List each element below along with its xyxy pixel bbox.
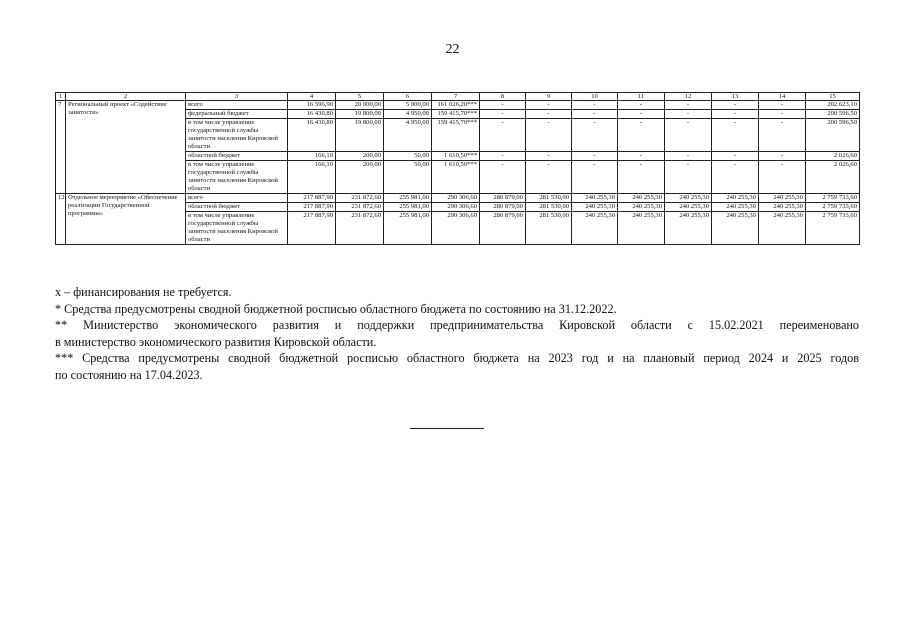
amount-cell: - [665, 101, 712, 110]
amount-cell: 200 596,50 [806, 110, 860, 119]
amount-cell: 202 623,10 [806, 101, 860, 110]
page-number: 22 [445, 42, 460, 57]
footnotes [55, 284, 859, 383]
amount-cell: - [572, 119, 618, 152]
amount-cell: 200,00 [336, 161, 384, 194]
amount-cell: 2 026,60 [806, 152, 860, 161]
funding-source: в том числе управление государственной службы занятости населения Кировской области [186, 119, 288, 152]
amount-cell: - [480, 110, 526, 119]
amount-cell: 217 887,90 [288, 212, 336, 245]
amount-cell: 159 415,70*** [432, 119, 480, 152]
amount-cell: 290 306,60 [432, 194, 480, 203]
amount-cell: 1 610,50*** [432, 152, 480, 161]
table-header-row [56, 93, 860, 101]
table-row [56, 101, 860, 110]
header-cell: 7 [432, 93, 480, 101]
amount-cell: - [618, 110, 665, 119]
amount-cell: - [759, 110, 806, 119]
amount-cell: - [665, 110, 712, 119]
amount-cell: - [526, 119, 572, 152]
amount-cell: 281 530,00 [526, 203, 572, 212]
header-cell: 4 [288, 93, 336, 101]
amount-cell: 166,10 [288, 161, 336, 194]
amount-cell: 240 255,30 [759, 203, 806, 212]
amount-cell: - [526, 152, 572, 161]
amount-cell: 281 530,00 [526, 212, 572, 245]
amount-cell: - [572, 110, 618, 119]
row-index: 7 [56, 101, 66, 194]
amount-cell: 217 887,90 [288, 194, 336, 203]
amount-cell: 240 255,30 [712, 203, 759, 212]
program-name: Региональный проект «Содействие занятости» [66, 101, 186, 194]
amount-cell: 200 596,50 [806, 119, 860, 152]
financing-table [55, 92, 860, 245]
amount-cell: 50,00 [384, 161, 432, 194]
amount-cell: 159 415,70*** [432, 110, 480, 119]
amount-cell: - [759, 101, 806, 110]
note-2-line-2: в министерство экономического развития Кировской области. [55, 334, 377, 349]
table-body [56, 93, 860, 245]
funding-source: в том числе управление государственной службы занятости населения Кировской области [186, 212, 288, 245]
amount-cell: - [665, 152, 712, 161]
amount-cell: 2 759 733,60 [806, 194, 860, 203]
header-cell: 11 [618, 93, 665, 101]
amount-cell: 16 430,80 [288, 119, 336, 152]
amount-cell: 231 872,60 [336, 194, 384, 203]
amount-cell: - [618, 119, 665, 152]
amount-cell: 255 981,00 [384, 194, 432, 203]
amount-cell: 166,10 [288, 152, 336, 161]
amount-cell: 240 255,30 [618, 212, 665, 245]
amount-cell: 240 255,30 [665, 203, 712, 212]
amount-cell: 280 879,00 [480, 212, 526, 245]
amount-cell: 280 879,00 [480, 203, 526, 212]
amount-cell: 1 610,50*** [432, 161, 480, 194]
amount-cell: 5 000,00 [384, 101, 432, 110]
amount-cell: 255 981,00 [384, 212, 432, 245]
amount-cell: - [480, 161, 526, 194]
amount-cell: - [480, 101, 526, 110]
note-3-line-1: *** Средства предусмотрены сводной бюджетной росписью областного бюджета на 2023 год и на плановый период 2024 и 2025 годов [55, 351, 859, 365]
amount-cell: - [572, 101, 618, 110]
amount-cell: - [618, 161, 665, 194]
amount-cell: - [712, 152, 759, 161]
amount-cell: 4 950,00 [384, 119, 432, 152]
header-cell: 9 [526, 93, 572, 101]
note-x: х – финансирования не требуется. [55, 285, 232, 299]
note-2-line-1: ** Министерство экономического развития и поддержки предпринимательства Кировской области с 15.02.2021 переименовано [55, 318, 859, 332]
amount-cell: - [572, 161, 618, 194]
amount-cell: - [759, 119, 806, 152]
amount-cell: 240 255,30 [665, 212, 712, 245]
amount-cell: 217 887,90 [288, 203, 336, 212]
note-1: * Средства предусмотрены сводной бюджетной росписью областного бюджета по состоянию на 31.12.2022. [55, 301, 617, 316]
amount-cell: 280 879,00 [480, 194, 526, 203]
row-index: 12 [56, 194, 66, 245]
amount-cell: 200,00 [336, 152, 384, 161]
end-divider [410, 428, 484, 429]
funding-source: федеральный бюджет [186, 110, 288, 119]
amount-cell: - [480, 152, 526, 161]
amount-cell: 240 255,30 [759, 212, 806, 245]
header-cell: 15 [806, 93, 860, 101]
funding-source: всего [186, 194, 288, 203]
amount-cell: - [712, 161, 759, 194]
funding-source: областной бюджет [186, 203, 288, 212]
amount-cell: - [618, 152, 665, 161]
header-cell: 8 [480, 93, 526, 101]
amount-cell: - [618, 101, 665, 110]
amount-cell: 231 872,60 [336, 203, 384, 212]
funding-source: всего [186, 101, 288, 110]
amount-cell: - [665, 161, 712, 194]
amount-cell: - [526, 161, 572, 194]
amount-cell: - [665, 119, 712, 152]
amount-cell: 240 255,30 [618, 203, 665, 212]
amount-cell: 2 026,60 [806, 161, 860, 194]
amount-cell: - [759, 152, 806, 161]
amount-cell: 240 255,30 [759, 194, 806, 203]
amount-cell: 19 800,00 [336, 119, 384, 152]
header-cell: 2 [66, 93, 186, 101]
amount-cell: 16 430,80 [288, 110, 336, 119]
amount-cell: 281 530,00 [526, 194, 572, 203]
header-cell: 10 [572, 93, 618, 101]
amount-cell: 20 000,00 [336, 101, 384, 110]
amount-cell: 16 596,90 [288, 101, 336, 110]
amount-cell: - [712, 119, 759, 152]
amount-cell: - [712, 110, 759, 119]
amount-cell: 2 759 733,60 [806, 212, 860, 245]
amount-cell: 255 981,00 [384, 203, 432, 212]
note-3-line-2: по состоянию на 17.04.2023. [55, 367, 203, 382]
header-cell: 3 [186, 93, 288, 101]
amount-cell: 290 306,60 [432, 203, 480, 212]
amount-cell: 231 872,60 [336, 212, 384, 245]
amount-cell: 2 759 733,60 [806, 203, 860, 212]
header-cell: 6 [384, 93, 432, 101]
amount-cell: - [526, 101, 572, 110]
amount-cell: 4 950,00 [384, 110, 432, 119]
amount-cell: - [526, 110, 572, 119]
amount-cell: 240 255,30 [665, 194, 712, 203]
amount-cell: 240 255,30 [572, 203, 618, 212]
amount-cell: 161 026,20*** [432, 101, 480, 110]
amount-cell: - [759, 161, 806, 194]
header-cell: 14 [759, 93, 806, 101]
amount-cell: 290 306,60 [432, 212, 480, 245]
amount-cell: 240 255,30 [712, 194, 759, 203]
amount-cell: 240 255,30 [572, 212, 618, 245]
header-cell: 1 [56, 93, 66, 101]
header-cell: 12 [665, 93, 712, 101]
program-name: Отдельное мероприятие «Обеспечение реализации Государственной программы» [66, 194, 186, 245]
amount-cell: 50,00 [384, 152, 432, 161]
header-cell: 5 [336, 93, 384, 101]
amount-cell: 240 255,30 [572, 194, 618, 203]
amount-cell: - [712, 101, 759, 110]
amount-cell: 19 800,00 [336, 110, 384, 119]
funding-source: в том числе управление государственной службы занятости населения Кировской области [186, 161, 288, 194]
amount-cell: - [480, 119, 526, 152]
table-row [56, 194, 860, 203]
amount-cell: 240 255,30 [712, 212, 759, 245]
funding-source: областной бюджет [186, 152, 288, 161]
amount-cell: - [572, 152, 618, 161]
amount-cell: 240 255,30 [618, 194, 665, 203]
header-cell: 13 [712, 93, 759, 101]
